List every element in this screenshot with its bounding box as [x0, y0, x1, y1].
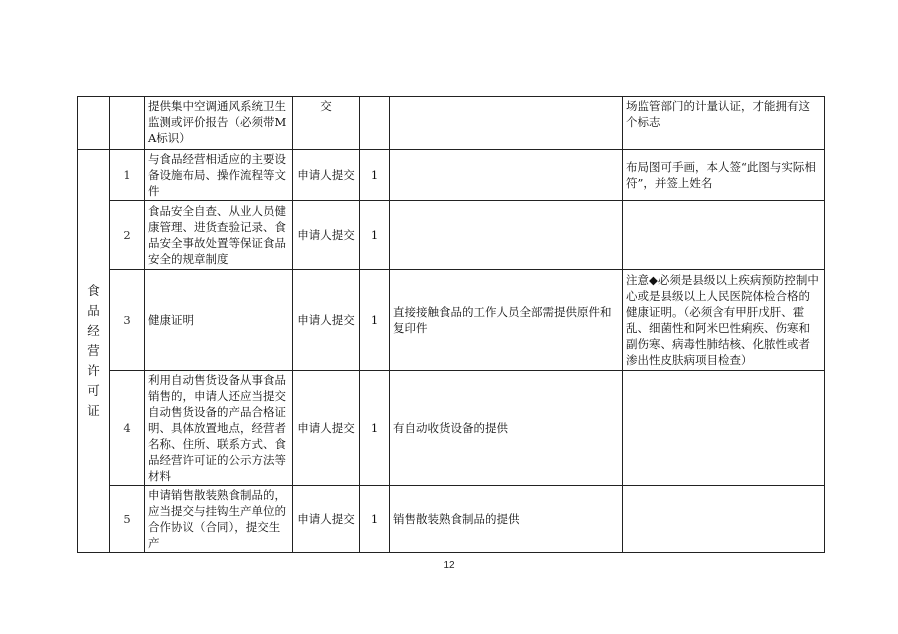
requirement-cell — [390, 201, 623, 270]
table-row — [78, 371, 825, 486]
page-number: 12 — [443, 560, 455, 571]
notes-cell — [623, 486, 825, 553]
row-number-empty — [110, 97, 145, 150]
requirement-cell: 有自动收货设备的提供 — [390, 371, 623, 486]
row-number: 1 — [110, 150, 145, 201]
category-char: 经 — [87, 323, 100, 338]
table-row — [78, 486, 825, 553]
notes-cell: 场监管部门的计量认证，才能拥有这个标志 — [623, 97, 825, 150]
material-cell: 提供集中空调通风系统卫生监测或评价报告（必须带MA标识） — [145, 97, 293, 150]
notes-cell: 布局图可手画，本人签“此图与实际相符”，并签上姓名 — [623, 150, 825, 201]
category-char: 可 — [87, 383, 100, 398]
category-cell-empty — [78, 97, 110, 150]
copies-cell: 1 — [360, 371, 390, 486]
notes-cell: 注意◆必须是县级以上疾病预防控制中心或是县级以上人民医院体检合格的健康证明。（必须含有甲肝戊肝、霍乱、细菌性和阿米巴性痢疾、伤寒和副伤寒、病毒性肺结核、化脓性或者渗出性皮肤病项目检查） — [623, 270, 825, 371]
copies-cell — [360, 97, 390, 150]
table-row — [78, 150, 825, 201]
row-number: 2 — [110, 201, 145, 270]
material-cell: 申请销售散装熟食制品的，应当提交与挂钩生产单位的合作协议（合同），提交生产 — [145, 486, 293, 553]
category-char: 证 — [87, 403, 100, 418]
row-number: 3 — [110, 270, 145, 371]
requirements-table — [77, 96, 825, 553]
table-row — [78, 270, 825, 371]
notes-cell — [623, 371, 825, 486]
notes-cell — [623, 201, 825, 270]
row-number: 5 — [110, 486, 145, 553]
category-char: 许 — [87, 363, 100, 378]
requirement-cell — [390, 97, 623, 150]
copies-cell: 1 — [360, 486, 390, 553]
copies-cell: 1 — [360, 150, 390, 201]
category-char: 营 — [87, 343, 100, 358]
table-row — [78, 201, 825, 270]
requirement-cell: 直接接触食品的工作人员全部需提供原件和复印件 — [390, 270, 623, 371]
material-cell: 与食品经营相适应的主要设备设施布局、操作流程等文件 — [145, 150, 293, 201]
source-cell: 申请人提交 — [293, 201, 360, 270]
requirement-cell — [390, 150, 623, 201]
category-label — [78, 150, 110, 553]
material-cell: 利用自动售货设备从事食品销售的，申请人还应当提交自动售货设备的产品合格证明、具体放置地点，经营者名称、住所、联系方式、食品经营许可证的公示方法等材料 — [145, 371, 293, 486]
requirement-cell: 销售散装熟食制品的提供 — [390, 486, 623, 553]
source-cell: 申请人提交 — [293, 150, 360, 201]
category-char: 食 — [87, 283, 100, 298]
material-cell: 食品安全自查、从业人员健康管理、进货查验记录、食品安全事故处置等保证食品安全的规章制度 — [145, 201, 293, 270]
row-number: 4 — [110, 371, 145, 486]
source-cell: 申请人提交 — [293, 486, 360, 553]
copies-cell: 1 — [360, 270, 390, 371]
category-char: 品 — [87, 303, 100, 318]
source-cell: 交 — [293, 97, 360, 150]
material-cell: 健康证明 — [145, 270, 293, 371]
source-cell: 申请人提交 — [293, 371, 360, 486]
table-row-top — [78, 97, 825, 150]
source-cell: 申请人提交 — [293, 270, 360, 371]
copies-cell: 1 — [360, 201, 390, 270]
